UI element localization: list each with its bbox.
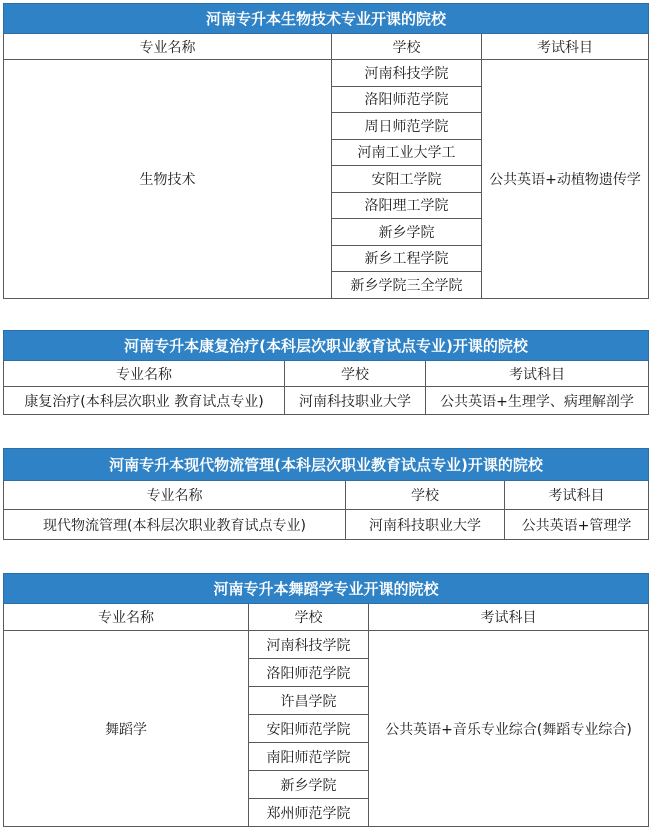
major-cell: 舞蹈学 — [4, 631, 249, 827]
logistics-table — [3, 448, 649, 540]
school-cell: 郑州师范学院 — [249, 799, 369, 827]
major-cell: 现代物流管理(本科层次职业教育试点专业) — [4, 510, 346, 540]
biotech-table-title: 河南专升本生物技术专业开课的院校 — [4, 4, 649, 34]
rehab-table-title: 河南专升本康复治疗(本科层次职业教育试点专业)开课的院校 — [4, 331, 649, 361]
school-cell: 新乡学院 — [249, 771, 369, 799]
school-cell: 洛阳理工学院 — [332, 192, 482, 219]
school-cell: 周日师范学院 — [332, 113, 482, 140]
logistics-table-title: 河南专升本现代物流管理(本科层次职业教育试点专业)开课的院校 — [4, 449, 649, 481]
subjects-cell: 公共英语+音乐专业综合(舞蹈专业综合) — [369, 631, 649, 827]
major-cell: 生物技术 — [4, 60, 332, 299]
school-cell: 河南工业大学工 — [332, 139, 482, 166]
dance-table — [3, 573, 649, 827]
school-cell: 安阳工学院 — [332, 166, 482, 193]
header-subjects: 考试科目 — [426, 361, 649, 387]
school-cell: 南阳师范学院 — [249, 743, 369, 771]
rehab-table — [3, 330, 649, 415]
header-school: 学校 — [346, 481, 505, 510]
subjects-cell: 公共英语+生理学、病理解剖学 — [426, 387, 649, 415]
header-major: 专业名称 — [4, 481, 346, 510]
dance-table-title: 河南专升本舞蹈学专业开课的院校 — [4, 574, 649, 604]
header-major: 专业名称 — [4, 34, 332, 60]
header-subjects: 考试科目 — [369, 604, 649, 631]
school-cell: 新乡学院 — [332, 219, 482, 246]
header-subjects: 考试科目 — [482, 34, 649, 60]
biotech-table — [3, 3, 649, 299]
subjects-cell: 公共英语+动植物遗传学 — [482, 60, 649, 299]
major-cell: 康复治疗(本科层次职业 教育试点专业) — [4, 387, 285, 415]
school-cell: 河南科技学院 — [249, 631, 369, 659]
header-school: 学校 — [249, 604, 369, 631]
school-cell: 安阳师范学院 — [249, 715, 369, 743]
header-subjects: 考试科目 — [505, 481, 649, 510]
school-cell: 新乡学院三全学院 — [332, 272, 482, 299]
school-cell: 洛阳师范学院 — [332, 86, 482, 113]
header-major: 专业名称 — [4, 604, 249, 631]
subjects-cell: 公共英语+管理学 — [505, 510, 649, 540]
header-school: 学校 — [332, 34, 482, 60]
header-school: 学校 — [285, 361, 426, 387]
school-cell: 洛阳师范学院 — [249, 659, 369, 687]
school-cell: 河南科技学院 — [332, 60, 482, 87]
school-cell: 许昌学院 — [249, 687, 369, 715]
school-cell: 河南科技职业大学 — [346, 510, 505, 540]
school-cell: 河南科技职业大学 — [285, 387, 426, 415]
header-major: 专业名称 — [4, 361, 285, 387]
school-cell: 新乡工程学院 — [332, 245, 482, 272]
